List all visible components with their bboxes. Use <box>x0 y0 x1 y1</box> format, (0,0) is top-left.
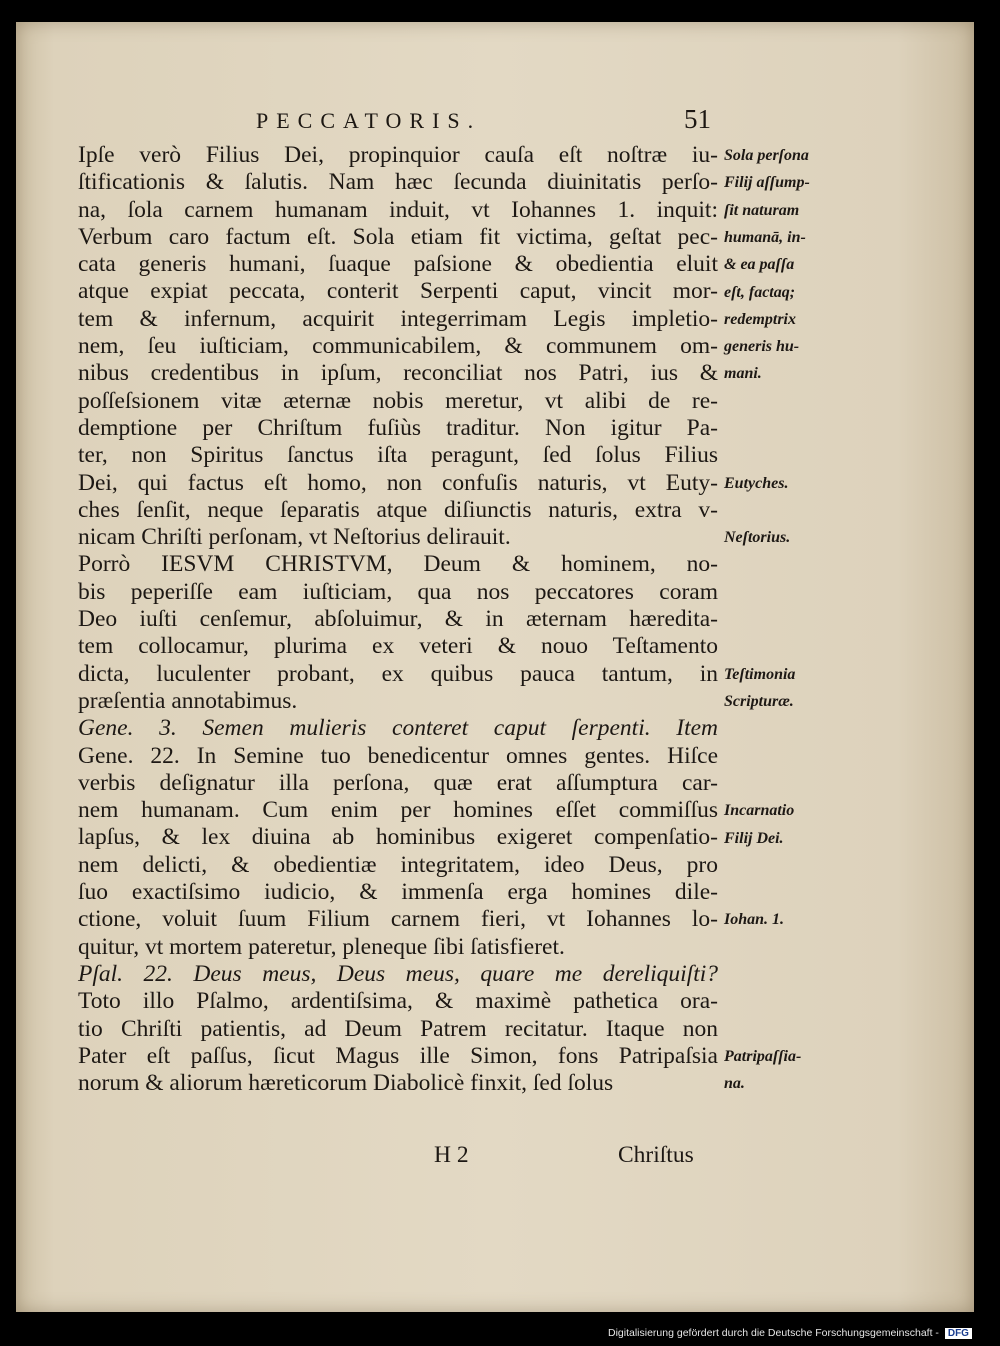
margin-note: Scripturæ. <box>724 693 794 710</box>
margin-note: Filij Dei. <box>724 829 784 847</box>
text-line: Toto illo Pſalmo, ardentiſsima, & maximè pathetica ora- <box>78 988 718 1015</box>
text-line: nicam Chriſti perſonam, vt Neſtorius delirauit. <box>78 524 511 551</box>
text-line: Gene. 22. In Semine tuo benedicentur omnes gentes. Hiſce <box>78 742 718 769</box>
text-line: Ipſe verò Filius Dei, propinquior cauſa eſt noſtræ iu- <box>78 142 718 168</box>
text-line: ctione, voluit ſuum Filium carnem fieri, vt Iohannes lo- <box>78 906 718 933</box>
margin-note: Patripaſſia- <box>724 1047 802 1065</box>
margin-note: mani. <box>724 365 762 383</box>
text-line: Gene. 3. Semen mulieris conteret caput ſerpenti. Item <box>78 715 718 742</box>
text-line: cata generis humani, ſuaque paſsione & obedientia eluit <box>78 251 718 278</box>
margin-note: Filij aſſump- <box>724 174 810 192</box>
margin-note: Teſtimonia <box>724 665 796 683</box>
text-line: tio Chriſti patientis, ad Deum Patrem recitatur. Itaque non <box>78 1015 718 1042</box>
text-line: ſuo exactiſsimo iudicio, & immenſa erga homines dile- <box>78 879 718 906</box>
margin-note: Sola perſona <box>724 147 809 164</box>
page-number: 51 <box>684 104 711 134</box>
margin-note: Incarnatio <box>724 802 795 820</box>
margin-note: generis hu- <box>724 338 800 356</box>
text-line: poſſeſsionem vitæ æternæ nobis meretur, vt alibi de re- <box>78 387 718 414</box>
text-line: bis peperiſſe eam iuſticiam, qua nos peccatores coram <box>78 578 718 605</box>
dfg-logo: DFG <box>945 1328 972 1339</box>
credit-text: Digitalisierung gefördert durch die Deutsche Forschungsgemeinschaft - <box>608 1327 939 1339</box>
text-line: Verbum caro factum eſt. Sola etiam fit victima, geſtat pec- <box>78 223 718 250</box>
text-line: dicta, luculenter probant, ex quibus pauca tantum, in <box>78 660 718 687</box>
text-line: quitur, vt mortem pateretur, pleneque ſibi ſatisfieret. <box>78 933 565 960</box>
margin-note: na. <box>724 1075 745 1093</box>
text-line: Pſal. 22. Deus meus, Deus meus, quare me dereliquiſti? <box>78 960 718 987</box>
margin-note: ſit naturam <box>724 201 800 219</box>
text-line: Dei, qui factus eſt homo, non confuſis naturis, vt Euty- <box>78 469 718 496</box>
main-text-block <box>78 142 718 1097</box>
signature-mark: H 2 <box>434 1142 469 1168</box>
text-line: nem humanam. Cum enim per homines eſſet commiſſus <box>78 797 718 824</box>
text-line: atque expiat peccata, conterit Serpenti caput, vincit mor- <box>78 278 718 305</box>
digitization-credit <box>608 1327 972 1339</box>
book-page <box>16 22 974 1312</box>
catchword: Chriſtus <box>618 1142 694 1168</box>
margin-note: Eutyches. <box>724 474 789 492</box>
text-line: Porrò IESVM CHRISTVM, Deum & hominem, no- <box>78 551 718 578</box>
text-line: lapſus, & lex diuina ab hominibus exigeret compenſatio- <box>78 824 718 851</box>
margin-note: redemptrix <box>724 310 796 328</box>
text-line: na, ſola carnem humanam induit, vt Iohannes 1. inquit: <box>78 196 718 223</box>
margin-note: eſt, factaq; <box>724 283 796 301</box>
text-line: Pater eſt paſſus, ſicut Magus ille Simon, fons Patripaſsia <box>78 1042 718 1069</box>
text-line: ter, non Spiritus ſanctus iſta peragunt, ſed ſolus Filius <box>78 442 718 469</box>
running-title: PECCATORIS. <box>256 108 482 133</box>
text-line: nem, ſeu iuſticiam, communicabilem, & communem om- <box>78 333 718 360</box>
text-line: tem & infernum, acquirit integerrimam Legis impletio- <box>78 305 718 332</box>
text-line: tem collocamur, plurima ex veteri & nouo Teſtamento <box>78 633 718 660</box>
text-line: verbis deſignatur illa perſona, quæ erat aſſumptura car- <box>78 769 718 796</box>
text-line: norum & aliorum hæreticorum Diabolicè finxit, ſed ſolus <box>78 1070 614 1097</box>
margin-note: & ea paſſa <box>724 256 795 274</box>
text-line: Deo iuſti cenſemur, abſoluimur, & in æternam hæredita- <box>78 606 718 633</box>
text-line: nem delicti, & obedientiæ integritatem, ideo Deus, pro <box>78 851 718 878</box>
text-line: nibus credentibus in ipſum, reconciliat nos Patri, ius & <box>78 360 718 387</box>
margin-note: humanā, in- <box>724 228 806 246</box>
margin-note: Neſtorius. <box>724 529 791 547</box>
text-line: demptione per Chriſtum fuſiùs traditur. Non igitur Pa- <box>78 414 718 441</box>
text-line: ſtificationis & ſalutis. Nam hæc ſecunda diuinitatis perſo- <box>78 169 718 196</box>
margin-note: Iohan. 1. <box>724 911 785 929</box>
text-line: præſentia annotabimus. <box>78 687 298 714</box>
text-line: ches ſenſit, neque ſeparatis atque diſiunctis naturis, extra v- <box>78 496 718 523</box>
